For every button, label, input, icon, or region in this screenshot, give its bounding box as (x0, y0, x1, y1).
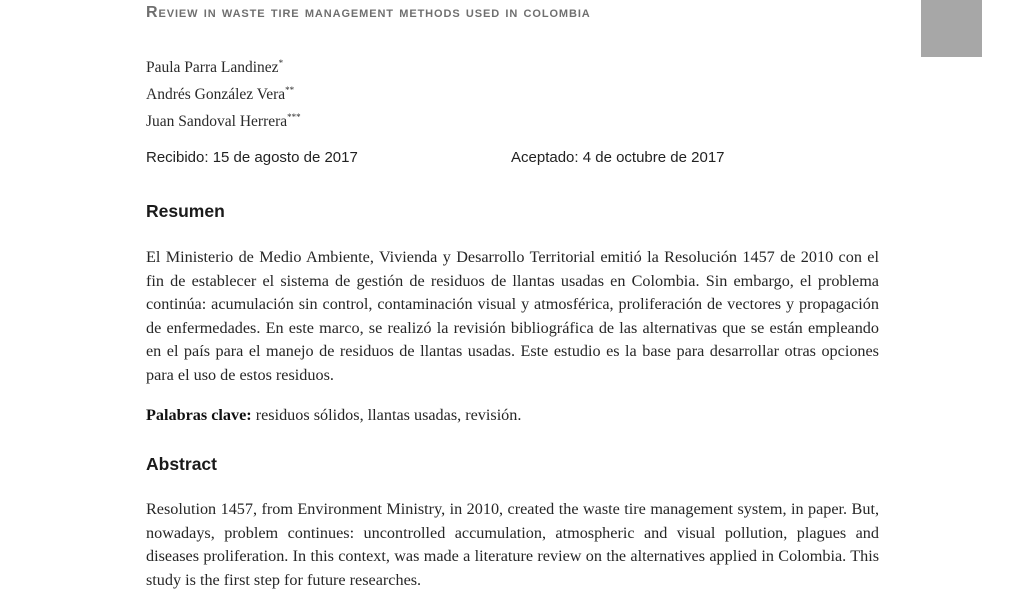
author-3 (146, 106, 301, 133)
keywords-text: residuos sólidos, llantas usadas, revisión. (251, 406, 522, 424)
abstract-heading: Abstract (146, 454, 217, 474)
author-name: Paula Parra Landinez (146, 59, 279, 76)
keywords-label: Palabras clave: (146, 406, 252, 424)
author-name: Juan Sandoval Herrera (146, 113, 288, 130)
author-name: Andrés González Vera (146, 86, 286, 103)
author-footnote-mark: *** (287, 112, 301, 122)
resumen-heading: Resumen (146, 201, 225, 221)
page-tab-marker (921, 0, 982, 57)
accepted-date: Aceptado: 4 de octubre de 2017 (511, 149, 725, 166)
author-list (146, 52, 301, 133)
author-1 (146, 52, 301, 79)
keywords-line (146, 406, 521, 425)
abstract-text: Resolution 1457, from Environment Ministry, in 2010, created the waste tire management system, in paper. But, nowadays, problem continues: uncontrolled accumulation, atmospheric and visual pollution, plagues and diseases proliferation. In this context, was made a literature review on the alternatives applied in Colombia. This study is the first step for future researches. (146, 500, 879, 589)
author-2 (146, 79, 301, 106)
received-date: Recibido: 15 de agosto de 2017 (146, 149, 358, 166)
resumen-text: El Ministerio de Medio Ambiente, Vivienda y Desarrollo Territorial emitió la Resolución 1457 de 2010 con el fin de establecer el sistema de gestión de residuos de llantas usadas en Colombia. Sin embargo, el problema continúa: acumulación sin control, contaminación visual y atmosférica, proliferación de vectores y propagación de enfermedades. En este marco, se realizó la revisión bibliográfica de las alternativas que se están empleando en el país para el manejo de residuos de llantas usadas. Este estudio es la base para desarrollar otras opciones para el uso de estos residuos. (146, 248, 879, 384)
author-footnote-mark: * (278, 58, 284, 68)
author-footnote-mark: ** (285, 85, 295, 95)
article-title: Review in waste tire management methods used in colombia (146, 4, 591, 21)
